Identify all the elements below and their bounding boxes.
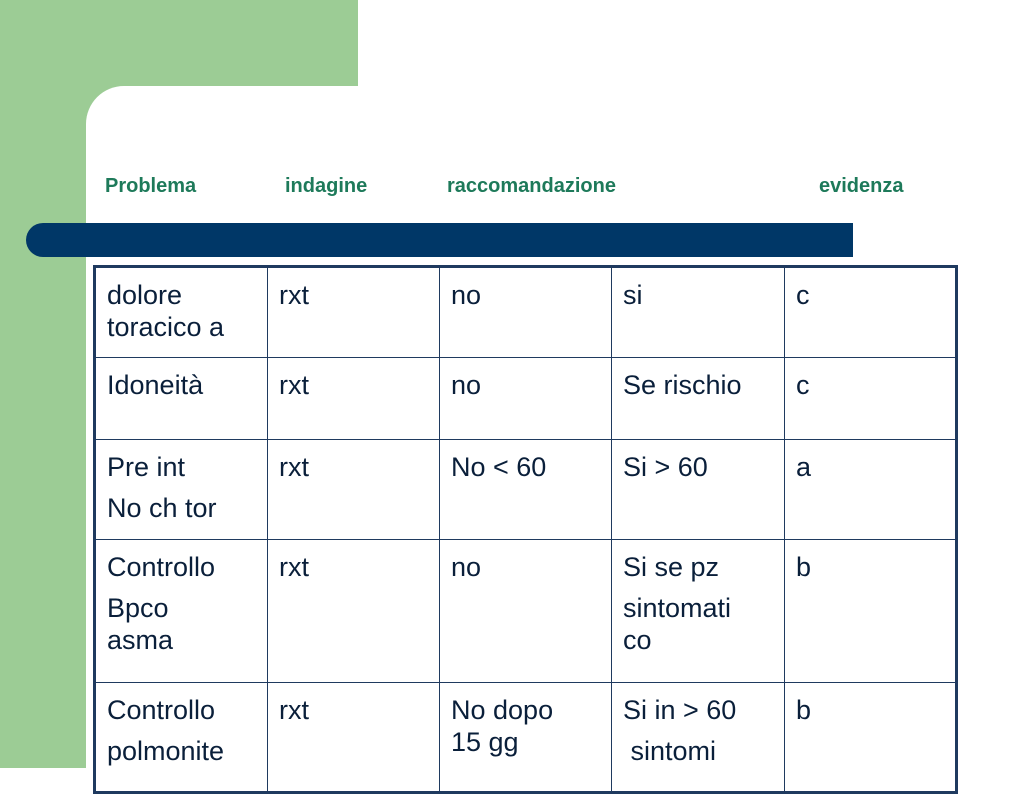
cell-text: polmonite bbox=[107, 736, 225, 766]
cell-text: toracico a bbox=[107, 312, 225, 342]
cell-text: dolore bbox=[107, 280, 183, 310]
data-table bbox=[93, 265, 958, 794]
cell-text: No < 60 bbox=[451, 452, 547, 482]
cell-raccomandazione bbox=[440, 267, 612, 358]
cell-raccomandazione-2 bbox=[612, 683, 785, 793]
cell-text: si bbox=[623, 280, 643, 310]
cell-raccomandazione-2 bbox=[612, 440, 785, 540]
header-evidenza: evidenza bbox=[819, 175, 904, 197]
cell-text: Pre int bbox=[107, 452, 186, 482]
cell-text: Idoneità bbox=[107, 370, 204, 400]
cell-text: Si se pz bbox=[623, 552, 720, 582]
header-raccomandazione: raccomandazione bbox=[447, 175, 616, 197]
cell-text: No dopo bbox=[451, 695, 554, 725]
cell-raccomandazione-2 bbox=[612, 358, 785, 440]
cell-text: no bbox=[451, 370, 482, 400]
cell-raccomandazione-2 bbox=[612, 267, 785, 358]
cell-evidenza: b bbox=[785, 683, 957, 793]
cell-text: sintomi bbox=[623, 736, 717, 766]
cell-indagine: rxt bbox=[268, 440, 440, 540]
table-row bbox=[95, 440, 957, 540]
header-problema: Problema bbox=[105, 175, 197, 197]
cell-raccomandazione bbox=[440, 358, 612, 440]
cell-indagine: rxt bbox=[268, 683, 440, 793]
cell-text: asma bbox=[107, 625, 174, 655]
table-row bbox=[95, 267, 957, 358]
cell-raccomandazione bbox=[440, 540, 612, 683]
table-row bbox=[95, 540, 957, 683]
table-row bbox=[95, 683, 957, 793]
title-underline-bar bbox=[26, 223, 853, 257]
cell-text: No ch tor bbox=[107, 493, 217, 523]
cell-text: Controllo bbox=[107, 695, 216, 725]
cell-text: Se rischio bbox=[623, 370, 742, 400]
table-row bbox=[95, 358, 957, 440]
cell-text: Bpco bbox=[107, 593, 169, 623]
cell-text: no bbox=[451, 552, 482, 582]
cell-problema bbox=[95, 683, 268, 793]
cell-text: Controllo bbox=[107, 552, 216, 582]
cell-indagine: rxt bbox=[268, 267, 440, 358]
cell-indagine: rxt bbox=[268, 540, 440, 683]
cell-problema bbox=[95, 267, 268, 358]
cell-problema bbox=[95, 440, 268, 540]
cell-text: Si > 60 bbox=[623, 452, 708, 482]
cell-raccomandazione-2 bbox=[612, 540, 785, 683]
cell-indagine: rxt bbox=[268, 358, 440, 440]
cell-problema bbox=[95, 540, 268, 683]
cell-text: co bbox=[623, 625, 652, 655]
cell-evidenza: b bbox=[785, 540, 957, 683]
cell-text: 15 gg bbox=[451, 727, 519, 757]
cell-problema bbox=[95, 358, 268, 440]
cell-raccomandazione bbox=[440, 440, 612, 540]
cell-text: sintomati bbox=[623, 593, 732, 623]
cell-text: Si in > 60 bbox=[623, 695, 737, 725]
header-indagine: indagine bbox=[285, 175, 368, 197]
cell-evidenza: c bbox=[785, 358, 957, 440]
cell-evidenza: a bbox=[785, 440, 957, 540]
slide-title bbox=[105, 175, 935, 199]
cell-raccomandazione bbox=[440, 683, 612, 793]
cell-evidenza: c bbox=[785, 267, 957, 358]
cell-text: no bbox=[451, 280, 482, 310]
